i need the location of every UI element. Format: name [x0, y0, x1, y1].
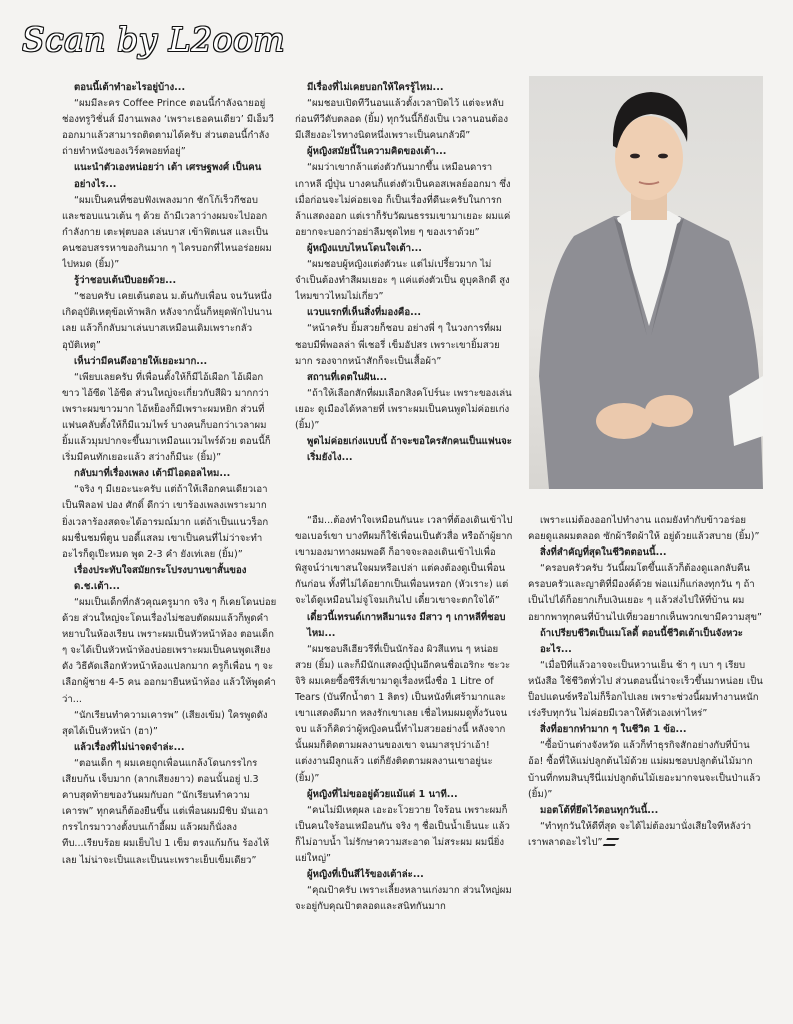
interview-answer: “ผมเป็นเด็กที่กลัวคุณครูมาก จริง ๆ ก็เคยโดนบ่อยด้วย ส่วนใหญ่จะโดนเรื่องไม่ชอบตัดผมแล้วก็พูดคำหยาบในห้องเรียน เพราะผมเป็นหัวหน้าห้อง ตอนเด็ก ๆ จะได้เป็นหัวหน้าห้องบ่อยเพราะผมเป็นคนพูดเสียงดัง วิธีคัดเลือกหัวหน้าห้องแปลกมาก ครูก็เพื่อน ๆ จะเลือกผู้ชาย 4-5 คน ออกมายืนหน้าห้อง แล้วให้พูดคำว่า... [62, 597, 277, 705]
interview-question: เห็นว่ามีคนดึงอายให้เยอะมาก... [74, 355, 208, 367]
interview-question: ผู้หญิงแบบไหนโดนใจเต้า... [307, 242, 422, 254]
interview-answer: “ชอบครับ เคยเต้นตอน ม.ต้นกับเพื่อน จนวันหนึ่งเกิดอุบัติเหตุข้อเท้าพลิก หลังจากนั้นก็หยุดพักไปนานเลย แล้วก็กลับมาเล่นบาสเหมือนเดิมเพราะกลัวอุบัติเหตุ” [62, 291, 272, 351]
interview-answer: “เมื่อปีที่แล้วอาจจะเป็นหวานเย็น ช้า ๆ เบา ๆ เรียบหนังสือ ใช้ชีวิตทั่วไป ส่วนตอนนี้น่าจะเร็วขึ้นมาหน่อย เป็นป็อปแดนซ์หรือไม่ก็ร็อกไปเลย เพราะช่วงนี้ผมทำงานหนัก เร่งรีบทุกวัน ไม่ค่อยมีเวลาให้ตัวเองเท่าไหร่” [528, 659, 763, 720]
interview-question: มอตโต้ที่ยึดไว้ตอนทุกวันนี้... [540, 804, 659, 816]
interview-answer: “เพียบเลยครับ ที่เพื่อนตั้งให้ก็มีไอ้เผือก ไอ้เผือกขาว ไอ้ซีด ไอ้ซีด ส่วนใหญ่จะเกี่ยวกับสีผิว มากกว่าเพราะผมขาวมาก ไอ้หย็องก็มีเพราะผมหยิก ส่วนที่แฟนคลับตั้งให้ก็มีแวมไพร์ บางคนก็บอกว่าเวลาผมยิ้มแล้วมุมปากจะขึ้นมาเหมือนแวมไพร์ด้วย ตอนนี้ก็เริ่มมีคนทักเยอะแล้ว สว่างก็มีนะ (ยิ้ม)” [62, 371, 271, 464]
interview-question: แวบแรกที่เห็นสิ่งที่มองคือ... [307, 307, 422, 319]
interview-answer: “คุณป้าครับ เพราะเลี้ยงหลานเก่งมาก ส่วนใหญ่ผมจะอยู่กับคุณป้าตลอดและสนิทกันมาก [295, 885, 512, 913]
interview-answer: “นักเรียนทำความเคารพ” (เสียงเข้ม) ใครพูดดังสุดได้เป็นหัวหน้า (ฮา)” [62, 709, 268, 737]
interview-answer: “ผมมีละคร Coffee Prince ตอนนี้กำลังฉายอยู่ช่องทรูวิชั่นส์ มีงานเพลง ‘เพราะเธอคนเดียว’ มีเอ็มวีออกมาแล้วสามารถติดตามได้ครับ ส่วนตอนนี้กำลังถ่ายทำหนังของเวิร์คพอยท์อยู่” [62, 98, 274, 158]
interview-question: สิ่งที่อยากทำมาก ๆ ในชีวิต 1 ข้อ... [540, 724, 687, 736]
interview-question: ผู้หญิงที่ไม่ขออยู่ด้วยแม้แต่ 1 นาที... [307, 788, 458, 800]
interview-answer: “ผมชอบเปิดทีวีนอนแล้วตั้งเวลาปิดไว้ แต่จะหลับก่อนทีวีดับตลอด (ยิ้ม) ทุกวันนี้ก็ยังเป็น เวลานอนต้องมีเสียงอะไรทางนิดหนึ่งเพราะเป็นคนกลัวผี” [295, 98, 509, 142]
article-column-3 [528, 513, 763, 933]
interview-question: พูดไม่ค่อยเก่งแบบนี้ ถ้าจะขอใครสักคนเป็นแฟนจะเริ่มยังไง... [307, 436, 512, 464]
end-of-article-mark [603, 838, 620, 846]
article-column-2-top [295, 80, 513, 500]
interview-answer: “ถ้าให้เลือกสักที่ผมเลือกสิงคโปร์นะ เพราะของเล่นเยอะ ดูเมืองได้หลายที่ เพราะผมเป็นคนพูดไม่ค่อยเก่ง (ยิ้ม)” [295, 387, 512, 431]
interview-question: ตอนนี้เต้าทำอะไรอยู่บ้าง... [74, 82, 186, 93]
interview-question: รู้ว่าชอบเต้นปีบอยด้วย... [74, 275, 177, 287]
interview-question: แล้วเรื่องที่ไม่น่าจดจำล่ะ... [74, 741, 185, 753]
interview-answer: “หน้าครับ ยิ้มสวยก็ชอบ อย่างพี่ ๆ ในวงการที่ผมชอบมีพี่พอลล่า พี่เชอรี่ เข็มอัปสร เพราะเขายิ้มสวยมาก รองจากหน้าสักก็จะเป็นเสื้อผ้า” [295, 323, 502, 367]
portrait-photo [529, 76, 763, 489]
interview-answer: “ตอนเด็ก ๆ ผมเคยถูกเพื่อนแกล้งโดนกรรไกรเสียบก้น เจ็บมาก (ลากเสียงยาว) ตอนนั้นอยู่ ป.3 คาบสุดท้ายของวันผมกับอก “นักเรียนทำความเคารพ” ทุกคนก็ต้องยืนขึ้น แต่เพื่อนผมมีชิบ มันเอากรรไกรมาวางตั้งบนเก้าอี้ผม แล้วผมก็นั่งลงทีบ...เรียบร้อย ผมเย็บไป 1 เข็ม ตรงแก้มก้น ร้องไห้เลย ไม่น่าจะเป็นและเป็นนะเพราะเย็บเข็มเดียว” [62, 757, 270, 866]
interview-answer: “ครอบครัวครับ วันนี้ผมโตขึ้นแล้วก็ต้องดูแลกลับคืนครอบครัวและญาติที่มีองค์ด้วย พ่อแม่ก็แก่ลงทุกวัน ๆ ถ้าเป็นไปได้ก็อยากเก็บเงินเยอะ ๆ แล้วส่งไปให้ที่บ้าน ผมอยากพาทุกคนที่บ้านไปเที่ยวอยากเห็นพวกเขามีความสุข” [528, 563, 762, 623]
interview-question: มีเรื่องที่ไม่เคยบอกให้ใครรู้ไหม... [307, 82, 444, 93]
interview-question: เรื่องประทับใจสมัยกระโปรงบานขาสั้นของ ด.ช.เต้า... [74, 564, 247, 592]
interview-answer: “คนไม่มีเหตุผล เอะอะโวยวาย ใจร้อน เพราะผมก็เป็นคนใจร้อนเหมือนกัน จริง ๆ ชื่อเป็นน้ำเย็นนะ แล้วก็ไม่อาบน้ำ ไม่รักษาความสะอาด ไม่สระผม ผมนี่ยิ่งแย่ใหญ่” [295, 804, 510, 864]
scanner-watermark: Scan by L2oom [22, 20, 286, 59]
interview-answer: “ผมเป็นคนที่ชอบฟังเพลงมาก ชักโก้เร็วกีชอบ และชอบแนวเต้น ๆ ด้วย ถ้ามีเวลาว่างผมจะไปออกกำลังกาย เตะฟุตบอล เล่นบาส เข้าฟิตเนส และเป็นคนชอบสรรหาของกินมาก ๆ ไครบอกที่ไหนอร่อยผมไปหมด (ยิ้ม)” [62, 194, 272, 271]
interview-answer: “ทำทุกวันให้ดีที่สุด จะได้ไม่ต้องมานั่งเสียใจทีหลังว่าเราพลาดอะไรไป” [528, 820, 752, 848]
interview-answer: “ผมชอบลีเฮียวรีที่เป็นนักร้อง ผิวสีแทน ๆ หน่อย สวย (ยิ้ม) และก็มีนักแสดงญี่ปุ่นอีกคนชื่อเอริกะ ซะวะจิริ ผมเคยซื้อซีรีส์เขามาดูเรื่องหนึ่งชื่อ 1 Litre of Tears (บันทึกน้ำตา 1 ลิตร) เป็นหนังที่เศร้ามากและเขาแสดงดีมาก หลงรักเขาเลย เชื่อไหมผมดูทั้งวันจนจบ แล้วก็คิดว่าผู้หญิงคนนี้ทำไมสวยอย่างนี้ หลังจากนั้นผมก็ติดตามผลงานของเขา จนมาสรุปว่าเอ้า! แต่งงานมีลูกแล้ว แต่ก็ยังติดตามผลงานเขาอยู่นะ (ยิ้ม)” [295, 643, 511, 784]
interview-answer: “อืม...ต้องทำใจเหมือนกันนะ เวลาที่ต้องเดินเข้าไปขอเบอร์เขา บางทีผมก็ใช้เพื่อนเป็นตัวสื่อ หรือถ้าผู้ยากเขามองมาทางผมพอดี ก็อาจจะลองเดินเข้าไปเพื่อพิสูจน์ว่าเขาสนใจผมหรือเปล่า แต่คงต้องดูเป็นเพื่อนกันก่อน ทั้งที่ไม่ได้อยากเป็นเพื่อนหรอก (หัวเราะ) แต่จะได้ดูเหมือนไม่จู่โจมเกินไป เดี๋ยวเขาจะตกใจได้” [295, 515, 513, 607]
interview-answer: “จริง ๆ มีเยอะนะครับ แต่ถ้าให้เลือกคนเดียวเอาเป็นฟีลอฟ ปอง ศักดิ์ ดีกว่า เขาร้องเพลงเพราะมาก ยิ่งเวลาร้องสดจะได้อารมณ์มาก แต่ถ้าเป็นแนวร็อกผมชื่นชมพี่ตูน บอดี้แสลม เขาเป็นคนที่ไม่ว่าจะทำอะไรก็ดูเป๊ะหมด พูด 2-3 คำ ยังเท่เลย (ยิ้ม)” [62, 484, 269, 560]
interview-question: กลับมาที่เรื่องเพลง เต้ามีไอดอลไหม... [74, 468, 231, 480]
interview-answer: “ซื้อบ้านต่างจังหวัด แล้วก็ทำธุรกิจสักอย่างกับที่บ้าน อ้อ! ซื้อที่ให้แม่ปลูกต้นไม้ด้วย แม่ผมชอบปลูกต้นไม้มาก บ้านที่กทมสินบุรีนี่แม่ปลูกต้นไม้เยอะมากจนจะเป็นป่าแล้ว (ยิ้ม)” [528, 740, 761, 800]
portrait-illustration [529, 76, 763, 489]
interview-answer: “ผมชอบผู้หญิงแต่งตัวนะ แต่ไม่เปรี้ยวมาก ไม่จำเป็นต้องทำสีผมเยอะ ๆ แค่แต่งตัวเป็น ดูบุคลิกดี สูงไหมขาวไหมไม่เกี่ยว” [295, 259, 510, 303]
interview-answer: “ผมว่าเขากล้าแต่งตัวกันมากขึ้น เหมือนดาราเกาหลี ญี่ปุ่น บางคนก็แต่งตัวเป็นคอสเพลย์ออกมา ซึ่งเมื่อก่อนจะไม่ค่อยเจอ ก็เป็นเรื่องที่ดีนะครับในการกล้าแสดงออก แต่เราก็รับวัฒนธรรมเขามาเยอะ ผมแค่อยากจะบอกว่าอย่าลืมชุดไทย ๆ ของเราด้วย” [295, 162, 511, 238]
interview-question: ผู้หญิงที่เป็นสีไร้ของเต้าล่ะ... [307, 869, 424, 881]
article-column-2-bottom [295, 513, 513, 1013]
interview-question: สถานที่เดตในฝัน... [307, 371, 388, 383]
interview-question: ผู้หญิงสมัยนี้ในความคิดของเต้า... [307, 146, 447, 158]
interview-question: แนะนำตัวเองหน่อยว่า เต้า เศรษฐพงศ์ เป็นคนอย่างไร... [74, 162, 262, 190]
interview-answer: เพราะแม่ต้องออกไปทำงาน แถมยังทำกับข้าวอร่อย คอยดูแลผมตลอด ซักผ้ารีดผ้าให้ อยู่ด้วยแล้วสบาย (ยิ้ม)” [528, 515, 760, 543]
interview-question: เดี๋ยวนี้เทรนด์เกาหลีมาแรง มีสาว ๆ เกาหลีที่ชอบไหม... [307, 611, 506, 639]
article-column-1 [62, 80, 277, 1015]
interview-question: สิ่งที่สำคัญที่สุดในชีวิตตอนนี้... [540, 547, 667, 559]
interview-question: ถ้าเปรียบชีวิตเป็นเมโลดี้ ตอนนี้ชีวิตเต้าเป็นจังหวะอะไร... [540, 627, 743, 655]
